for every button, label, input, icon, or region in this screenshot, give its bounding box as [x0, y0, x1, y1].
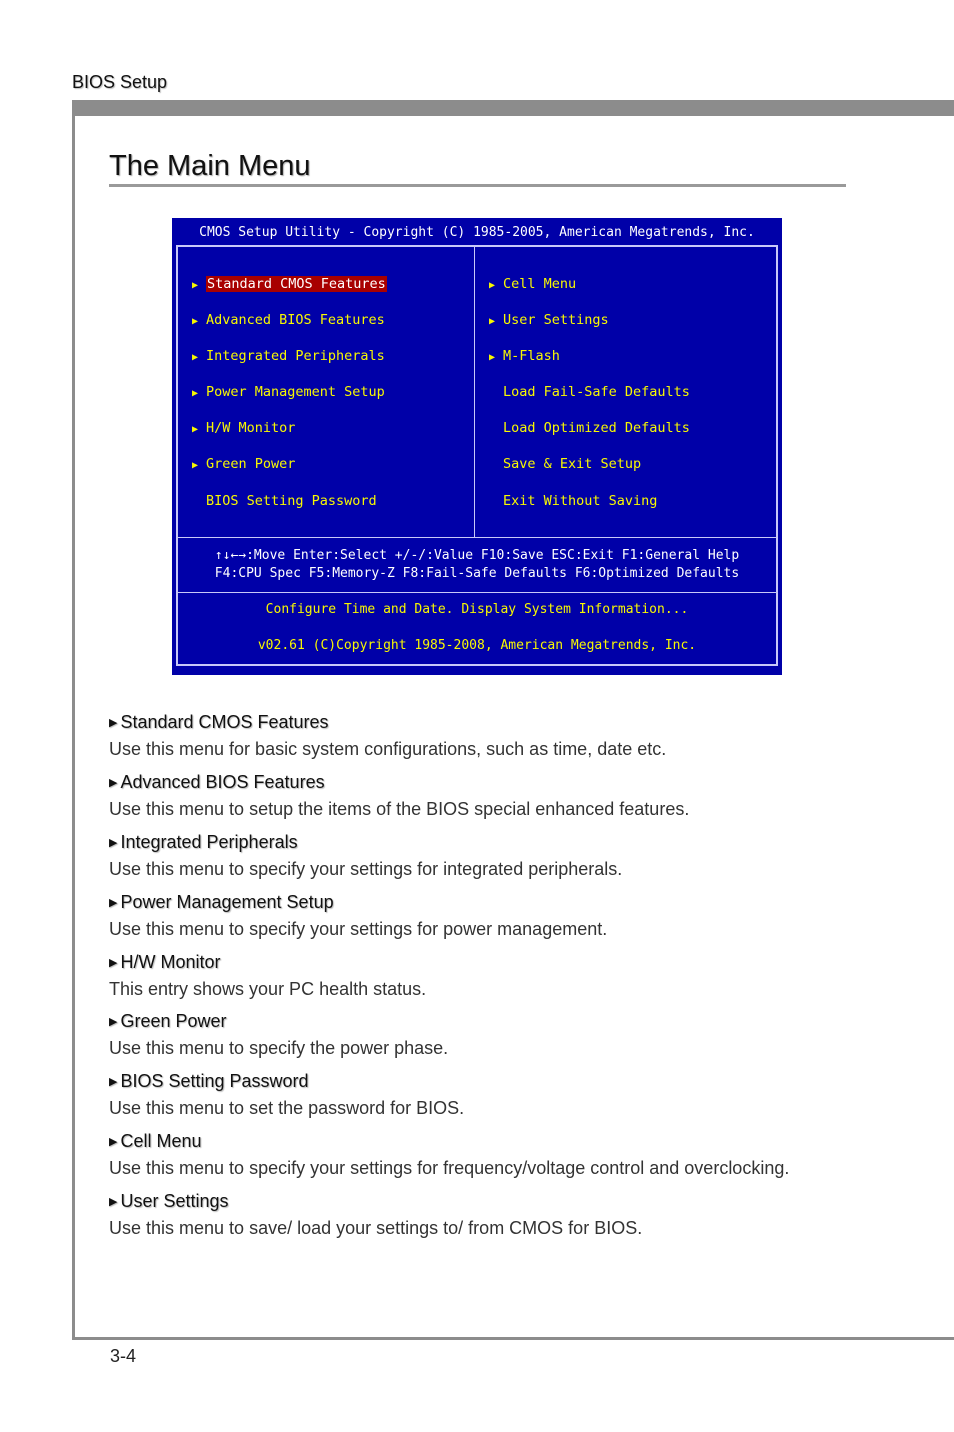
bios-help-divider — [178, 537, 776, 538]
bios-item-m-flash[interactable]: ▶ M-Flash — [489, 346, 560, 366]
left-margin-rule — [72, 100, 75, 1340]
bios-title-bar: CMOS Setup Utility - Copyright (C) 1985-2005, American Megatrends, Inc. — [199, 225, 755, 240]
triangle-right-icon: ▶ — [192, 460, 199, 471]
triangle-right-icon: ▶ — [192, 316, 199, 327]
bios-item-load-optimized[interactable]: Load Optimized Defaults — [503, 420, 690, 436]
triangle-right-icon: ▶ — [109, 897, 118, 909]
triangle-right-icon: ▶ — [489, 316, 496, 327]
bios-item-integrated-peripherals[interactable]: ▶ Integrated Peripherals — [192, 346, 385, 366]
title-underline — [109, 184, 846, 187]
desc-hw-monitor: ▶ H/W Monitor This entry shows your PC health status. — [109, 952, 427, 999]
bios-item-user-settings[interactable]: ▶ User Settings — [489, 310, 609, 330]
triangle-right-icon: ▶ — [489, 352, 496, 363]
triangle-right-icon: ▶ — [192, 352, 199, 363]
bios-item-exit-without-saving[interactable]: Exit Without Saving — [503, 493, 658, 509]
bios-item-advanced-bios[interactable]: ▶ Advanced BIOS Features — [192, 310, 385, 330]
header-bar — [72, 100, 954, 116]
bios-item-power-management[interactable]: ▶ Power Management Setup — [192, 382, 385, 402]
footer-rule — [72, 1337, 954, 1340]
bios-frame — [176, 245, 778, 666]
bios-item-green-power[interactable]: ▶ Green Power — [192, 454, 295, 474]
bios-column-divider — [474, 247, 475, 537]
bios-info-divider — [178, 592, 776, 593]
bios-item-load-failsafe[interactable]: Load Fail-Safe Defaults — [503, 384, 690, 400]
bios-screenshot — [172, 218, 782, 675]
bios-item-save-exit[interactable]: Save & Exit Setup — [503, 456, 642, 472]
triangle-right-icon: ▶ — [109, 1136, 118, 1148]
desc-integrated-peripherals: ▶ Integrated Peripherals Use this menu to specify your settings for integrated peripherals. — [109, 832, 623, 879]
desc-advanced-bios: ▶ Advanced BIOS Features Use this menu to setup the items of the BIOS special enhanced features. — [109, 772, 690, 819]
triangle-right-icon: ▶ — [109, 717, 118, 729]
page-title: The Main Menu — [109, 150, 311, 182]
triangle-right-icon: ▶ — [192, 388, 199, 399]
triangle-right-icon: ▶ — [109, 957, 118, 969]
triangle-right-icon: ▶ — [489, 280, 496, 291]
bios-item-bios-password[interactable]: BIOS Setting Password — [206, 493, 377, 509]
desc-bios-password: ▶ BIOS Setting Password Use this menu to set the password for BIOS. — [109, 1071, 465, 1118]
bios-info-line-1: Configure Time and Date. Display System Information... — [265, 602, 689, 617]
bios-help-line-2: F4:CPU Spec F5:Memory-Z F8:Fail-Safe Defaults F6:Optimized Defaults — [214, 566, 740, 581]
bios-help-line-1: ↑↓←→:Move Enter:Select +/-/:Value F10:Save ESC:Exit F1:General Help — [214, 548, 740, 563]
desc-cell-menu: ▶ Cell Menu Use this menu to specify your settings for frequency/voltage control and overclocking. — [109, 1131, 790, 1178]
triangle-right-icon: ▶ — [192, 424, 199, 435]
desc-user-settings: ▶ User Settings Use this menu to save/ load your settings to/ from CMOS for BIOS. — [109, 1191, 643, 1238]
section-header: BIOS Setup — [72, 72, 168, 92]
triangle-right-icon: ▶ — [192, 280, 199, 291]
desc-green-power: ▶ Green Power Use this menu to specify the power phase. — [109, 1011, 449, 1058]
triangle-right-icon: ▶ — [109, 1196, 118, 1208]
bios-item-standard-cmos[interactable]: ▶ Standard CMOS Features — [192, 274, 387, 294]
desc-standard-cmos: ▶ Standard CMOS Features Use this menu for basic system configurations, such as time, date etc. — [109, 712, 667, 759]
desc-power-management: ▶ Power Management Setup Use this menu to specify your settings for power management. — [109, 892, 608, 939]
bios-info-line-2: v02.61 (C)Copyright 1985-2008, American Megatrends, Inc. — [257, 638, 697, 653]
bios-item-hw-monitor[interactable]: ▶ H/W Monitor — [192, 418, 295, 438]
bios-item-cell-menu[interactable]: ▶ Cell Menu — [489, 274, 576, 294]
triangle-right-icon: ▶ — [109, 777, 118, 789]
triangle-right-icon: ▶ — [109, 837, 118, 849]
triangle-right-icon: ▶ — [109, 1016, 118, 1028]
page-number: 3-4 — [110, 1346, 137, 1366]
triangle-right-icon: ▶ — [109, 1076, 118, 1088]
